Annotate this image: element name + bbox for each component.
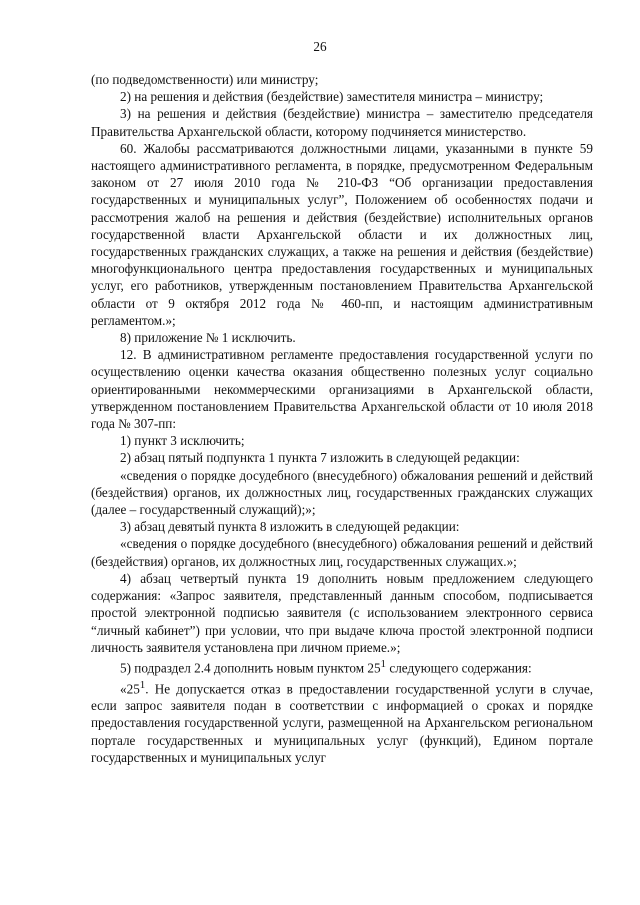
document-body [91, 71, 593, 766]
paragraph-11: «сведения о порядке досудебного (внесудебного) обжалования решений и действий (бездействия) органов, их должностных лиц, государственных служащих.»; [91, 536, 593, 569]
paragraph-10: 3) абзац девятый пункта 8 изложить в следующей редакции: [120, 519, 460, 535]
paragraph-13-text: 5) подраздел 2.4 дополнить новым пунктом 25 [120, 660, 381, 676]
paragraph-14-lead: «25 [120, 680, 140, 696]
paragraph-1: (по подведомственности) или министру; [91, 72, 319, 87]
paragraph-13-tail: следующего содержания: [386, 660, 532, 676]
page-number: 26 [313, 39, 327, 54]
paragraph-14-text: . Не допускается отказ в предоставлении государственной услуги в случае, если запрос заявителя подан в соответствии с информацией о сроках и порядке предоставления государственной услуги, размещенной на Архангельском региональном портале государственных и муниципальных услуг (функций), Едином портале государственных и муниципальных услуг [91, 680, 593, 765]
paragraph-13 [91, 656, 593, 677]
paragraph-7: 1) пункт 3 исключить; [120, 433, 245, 449]
superscript: 1 [139, 678, 146, 691]
paragraph-9: «сведения о порядке досудебного (внесудебного) обжалования решений и действий (бездействия) органов, их должностных лиц, государственных гражданских служащих (далее – государственный служащий);»; [91, 467, 593, 518]
superscript: 1 [380, 657, 387, 670]
paragraph-12: 4) абзац четвертый пункта 19 дополнить новым предложением следующего содержания: «Запрос заявителя, представленный данным способом, подписывается простой электронной подписью заявителя (с использованием электронного сервиса “личный кабинет”) при условии, что при выдаче ключа простой электронной подписи личность заявителя установлена при личном приеме.»; [91, 570, 593, 655]
paragraph-8: 2) абзац пятый подпункта 1 пункта 7 изложить в следующей редакции: [120, 450, 520, 466]
paragraph-6: 12. В административном регламенте предоставления государственной услуги по осуществлению оценки качества оказания общественно полезных услуг социально ориентированными некоммерческими организациями в Архангельской области, утвержденном постановлением Правительства Архангельской области от 10 июля 2018 года № 307-пп: [91, 347, 593, 432]
paragraph-5: 8) приложение № 1 исключить. [120, 330, 296, 346]
paragraph-3: 3) на решения и действия (бездействие) министра – заместителю председателя Правительства Архангельской области, которому подчиняется министерство. [91, 106, 593, 139]
paragraph-14 [91, 677, 593, 766]
paragraph-2: 2) на решения и действия (бездействие) заместителя министра – министру; [120, 89, 544, 105]
paragraph-4: 60. Жалобы рассматриваются должностными лицами, указанными в пункте 59 настоящего административного регламента, в порядке, предусмотренном Федеральным законом от 27 июля 2010 года № 210-ФЗ “Об организации предоставления государственных и муниципальных услуг”, Положением об особенностях подачи и рассмотрения жалоб на решения и действия (бездействие) исполнительных органов государственной власти Архангельской области и их должностных лиц, государственных гражданских служащих, а также на решения и действия (бездействие) многофункционального центра предоставления государственных и муниципальных услуг, его работников, утвержденным постановлением Правительства Архангельской области от 9 октября 2012 года № 460-пп, и настоящим административным регламентом.»; [91, 140, 593, 328]
